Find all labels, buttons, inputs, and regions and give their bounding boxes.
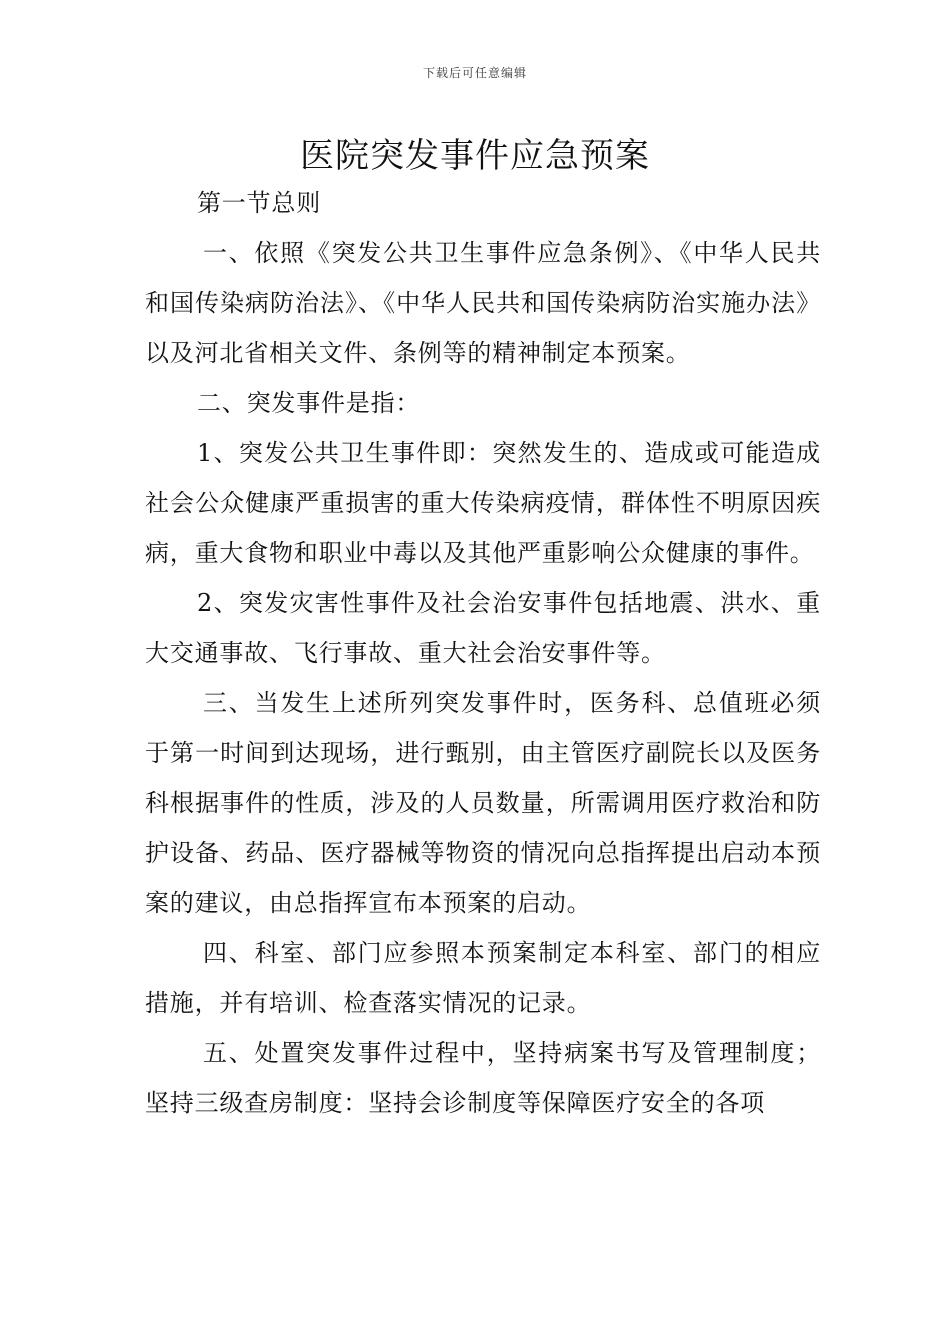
- paragraph-2: 二、突发事件是指：: [197, 389, 421, 417]
- paragraph-1: 一、依照《突发公共卫生事件应急条例》、《中华人民共和国传染病防治法》、《中华人民共和国传染病防治实施办法》以及河北省相关文件、条例等的精神制定本预案。: [145, 239, 821, 367]
- header-note: 下载后可任意编辑: [422, 66, 527, 80]
- paragraph-3: 1、突发公共卫生事件即：突然发生的、造成或可能造成社会公众健康严重损害的重大传染病疫情，群体性不明原因疾病，重大食物和职业中毒以及其他严重影响公众健康的事件。: [145, 439, 821, 567]
- paragraph-7: 五、处置突发事件过程中，坚持病案书写及管理制度；坚持三级查房制度：坚持会诊制度等保障医疗安全的各项: [145, 1039, 821, 1117]
- section-heading: 第一节总则: [197, 189, 321, 217]
- paragraph-4: 2、突发灾害性事件及社会治安事件包括地震、洪水、重大交通事故、飞行事故、重大社会治安事件等。: [145, 589, 821, 667]
- document-body: [145, 178, 821, 1128]
- document-title: 医院突发事件应急预案: [300, 136, 650, 176]
- paragraph-6: 四、科室、部门应参照本预案制定本科室、部门的相应措施，并有培训、检查落实情况的记录。: [145, 939, 821, 1017]
- paragraph-5: 三、当发生上述所列突发事件时，医务科、总值班必须于第一时间到达现场，进行甄别，由主管医疗副院长以及医务科根据事件的性质，涉及的人员数量，所需调用医疗救治和防护设备、药品、医疗器械等物资的情况向总指挥提出启动本预案的建议，由总指挥宣布本预案的启动。: [145, 689, 821, 917]
